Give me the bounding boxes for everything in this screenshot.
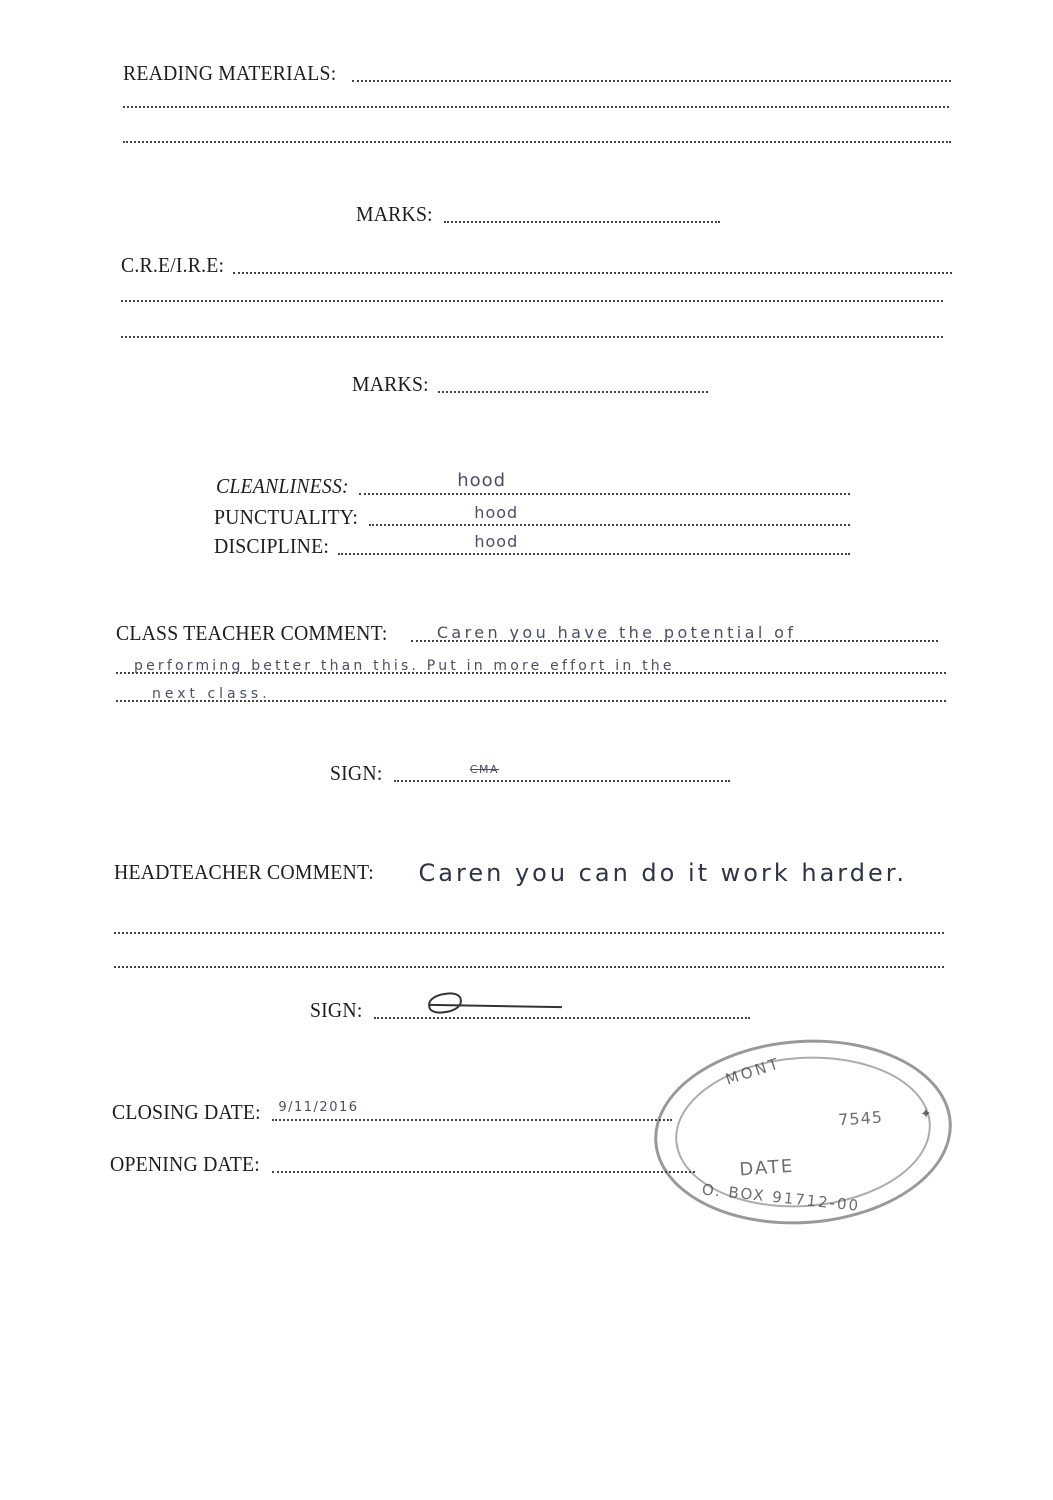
class-teacher-comment-field-2[interactable] xyxy=(116,648,946,674)
reading-marks-row xyxy=(356,200,720,226)
discipline-label: DISCIPLINE: xyxy=(214,534,330,558)
cleanliness-field[interactable] xyxy=(359,469,850,495)
reading-marks-label: MARKS: xyxy=(356,202,433,226)
reading-materials-line-2 xyxy=(123,102,949,108)
opening-date-row xyxy=(110,1150,695,1176)
class-teacher-sign-label: SIGN: xyxy=(330,761,383,785)
punctuality-field[interactable] xyxy=(369,500,850,526)
stamp-number: 7545 xyxy=(837,1107,884,1130)
class-teacher-comment-field-3[interactable] xyxy=(116,676,946,702)
reading-materials-row xyxy=(123,59,951,85)
headteacher-sign-label: SIGN: xyxy=(310,998,363,1022)
headteacher-comment-row xyxy=(114,858,1014,887)
class-teacher-signature: CMA xyxy=(469,763,500,776)
cleanliness-label: CLEANLINESS: xyxy=(216,474,349,498)
headteacher-comment-line-2 xyxy=(114,928,944,934)
punctuality-label: PUNCTUALITY: xyxy=(214,505,359,529)
class-teacher-sign-field[interactable] xyxy=(394,756,730,782)
punctuality-row xyxy=(214,503,850,529)
headteacher-comment-line-3 xyxy=(114,962,944,968)
class-teacher-comment-row xyxy=(116,619,938,645)
closing-date-label: CLOSING DATE: xyxy=(112,1100,261,1124)
stamp-box-text: O. BOX 91712-00 xyxy=(701,1180,861,1215)
headteacher-comment-label: HEADTEACHER COMMENT: xyxy=(114,860,374,884)
stamp-date-label: DATE xyxy=(738,1155,795,1181)
class-teacher-comment-line-2: performing better than this. Put in more effort in the xyxy=(134,658,675,674)
class-teacher-comment-field[interactable] xyxy=(411,616,938,642)
cre-ire-row xyxy=(121,251,952,277)
class-teacher-comment-line-1: Caren you have the potential of xyxy=(436,623,797,642)
closing-date-field[interactable] xyxy=(272,1095,672,1121)
reading-materials-line-3 xyxy=(123,137,951,143)
reading-marks-field[interactable] xyxy=(444,197,720,223)
school-stamp xyxy=(648,1030,958,1234)
headteacher-comment-field[interactable] xyxy=(397,857,1014,887)
class-teacher-comment-line-3: next class. xyxy=(152,686,271,702)
punctuality-value: hood xyxy=(474,503,519,522)
closing-date-value: 9/11/2016 xyxy=(278,1100,359,1115)
discipline-row xyxy=(214,532,850,558)
cre-marks-field[interactable] xyxy=(438,367,708,393)
discipline-value: hood xyxy=(474,532,519,551)
cre-ire-line-2 xyxy=(121,296,943,302)
reading-materials-label: READING MATERIALS: xyxy=(123,61,337,85)
opening-date-label: OPENING DATE: xyxy=(110,1152,260,1176)
cleanliness-value: hood xyxy=(457,470,507,491)
opening-date-field[interactable] xyxy=(272,1147,695,1173)
reading-materials-field[interactable] xyxy=(352,56,951,82)
stamp-star-icon: ✦ xyxy=(919,1105,933,1123)
cleanliness-row xyxy=(216,472,850,498)
cre-marks-row xyxy=(352,370,708,396)
class-teacher-comment-line-2-row xyxy=(116,651,946,677)
class-teacher-comment-label: CLASS TEACHER COMMENT: xyxy=(116,621,388,645)
class-teacher-sign-row xyxy=(330,759,730,785)
class-teacher-comment-line-3-row xyxy=(116,679,946,705)
discipline-field[interactable] xyxy=(338,529,850,555)
cre-marks-label: MARKS: xyxy=(352,372,429,396)
cre-ire-label: C.R.E/I.R.E: xyxy=(121,253,225,277)
closing-date-row xyxy=(112,1098,672,1124)
stamp-top-text: MONT xyxy=(723,1053,784,1089)
cre-ire-line-3 xyxy=(121,332,943,338)
cre-ire-field[interactable] xyxy=(233,248,952,274)
headteacher-comment-text: Caren you can do it work harder. xyxy=(418,859,908,887)
headteacher-sign-row xyxy=(310,996,750,1022)
